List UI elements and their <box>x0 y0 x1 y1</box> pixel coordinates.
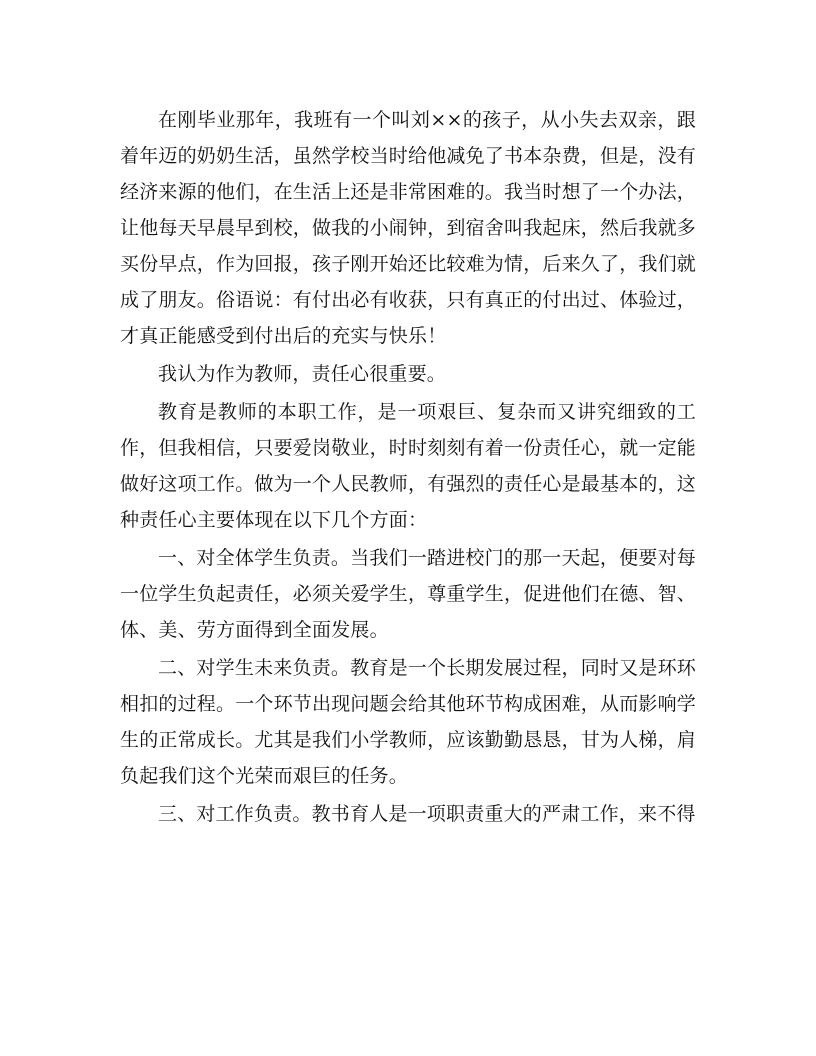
paragraph-point-two: 二、对学生未来负责。教育是一个长期发展过程，同时又是环环相扣的过程。一个环节出现问题会给其他环节构成困难，从而影响学生的正常成长。尤其是我们小学教师，应该勤勤恳恳，甘为人梯，肩负起我们这个光荣而艰巨的任务。 <box>120 657 697 787</box>
document-body <box>120 102 696 834</box>
paragraph-story: 在刚毕业那年，我班有一个叫刘××的孩子，从小失去双亲，跟着年迈的奶奶生活，虽然学校当时给他减免了书本杂费，但是，没有经济来源的他们，在生活上还是非常困难的。我当时想了一个办法，让他每天早晨早到校，做我的小闹钟，到宿舍叫我起床，然后我就多买份早点，作为回报，孩子刚开始还比较难为情，后来久了，我们就成了朋友。俗语说：有付出必有收获，只有真正的付出过、体验过，才真正能感受到付出后的充实与快乐！ <box>120 109 697 347</box>
paragraph-point-one: 一、对全体学生负责。当我们一踏进校门的那一天起，便要对每一位学生负起责任，必须关爱学生，尊重学生，促进他们在德、智、体、美、劳方面得到全面发展。 <box>120 547 697 641</box>
paragraph-education-duty: 教育是教师的本职工作，是一项艰巨、复杂而又讲究细致的工作，但我相信，只要爱岗敬业，时时刻刻有着一份责任心，就一定能做好这项工作。做为一个人民教师，有强烈的责任心是最基本的，这种责任心主要体现在以下几个方面： <box>120 401 697 531</box>
paragraph-responsibility-intro: 我认为作为教师，责任心很重要。 <box>158 363 447 385</box>
paragraph-point-three: 三、对工作负责。教书育人是一项职责重大的严肃工作，来不得 <box>158 803 696 825</box>
